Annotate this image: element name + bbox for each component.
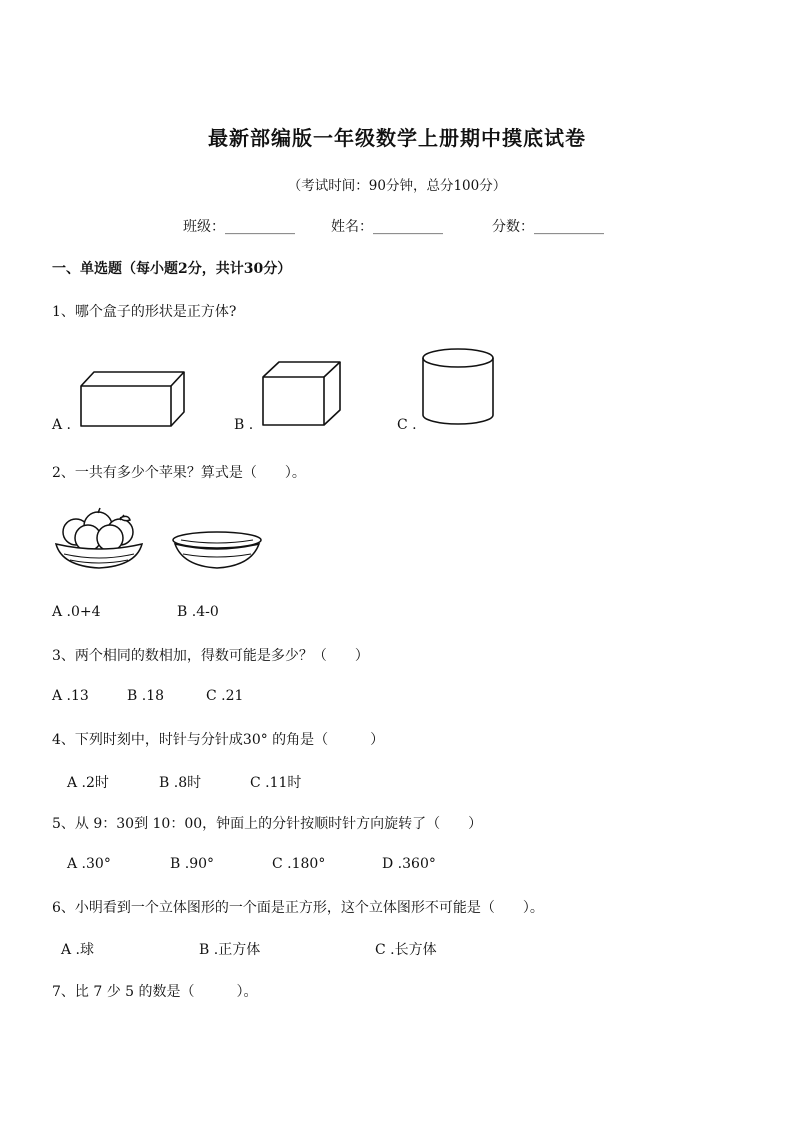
- cuboid-figure: [80, 370, 186, 428]
- exam-subtitle: （考试时间：90分钟，总分100分）: [287, 178, 507, 194]
- question-4: 4、下列时刻中，时针与分针成30° 的角是（ ）: [52, 732, 385, 748]
- q4-option-b[interactable]: B .8时: [159, 775, 202, 791]
- question-2: 2、一共有多少个苹果？算式是（ ）。: [52, 465, 306, 481]
- q3-option-b[interactable]: B .18: [127, 688, 165, 704]
- q4-option-c[interactable]: C .11时: [250, 775, 302, 791]
- q4-option-a[interactable]: A .2时: [67, 775, 109, 791]
- page-title: 最新部编版一年级数学上册期中摸底试卷: [208, 126, 586, 150]
- cylinder-figure: [421, 347, 495, 427]
- q6-option-a[interactable]: A .球: [61, 942, 95, 958]
- name-field[interactable]: 姓名：__________: [331, 219, 443, 235]
- q6-option-b[interactable]: B .正方体: [199, 942, 261, 958]
- empty-bowl-figure: [171, 530, 263, 574]
- q3-option-c[interactable]: C .21: [206, 688, 244, 704]
- q3-option-a[interactable]: A .13: [52, 688, 89, 704]
- q5-option-c[interactable]: C .180°: [272, 856, 326, 872]
- apple-bowl-figure: [54, 508, 144, 572]
- question-1: 1、哪个盒子的形状是正方体?: [52, 304, 237, 320]
- score-field[interactable]: 分数：__________: [492, 219, 604, 235]
- q5-option-d[interactable]: D .360°: [382, 856, 436, 872]
- question-3: 3、两个相同的数相加，得数可能是多少？（ ）: [52, 648, 369, 664]
- q5-option-a[interactable]: A .30°: [67, 856, 111, 872]
- q2-option-a[interactable]: A .0+4: [52, 604, 101, 620]
- q1-option-b[interactable]: B .: [234, 417, 254, 433]
- class-field[interactable]: 班级：__________: [183, 219, 295, 235]
- question-5: 5、从 9：30到 10：00，钟面上的分针按顺时针方向旋转了（ ）: [52, 816, 483, 832]
- q1-option-a[interactable]: A .: [52, 417, 72, 433]
- q1-option-c[interactable]: C .: [397, 417, 417, 433]
- cube-figure: [262, 361, 342, 427]
- section-heading: 一、单选题（每小题2分，共计30分）: [52, 261, 292, 277]
- question-6: 6、小明看到一个立体图形的一个面是正方形，这个立体图形不可能是（ ）。: [52, 900, 544, 916]
- q5-option-b[interactable]: B .90°: [170, 856, 215, 872]
- q2-option-b[interactable]: B .4-0: [177, 604, 219, 620]
- q6-option-c[interactable]: C .长方体: [375, 942, 437, 958]
- question-7: 7、比 7 少 5 的数是（ ）。: [52, 984, 258, 1000]
